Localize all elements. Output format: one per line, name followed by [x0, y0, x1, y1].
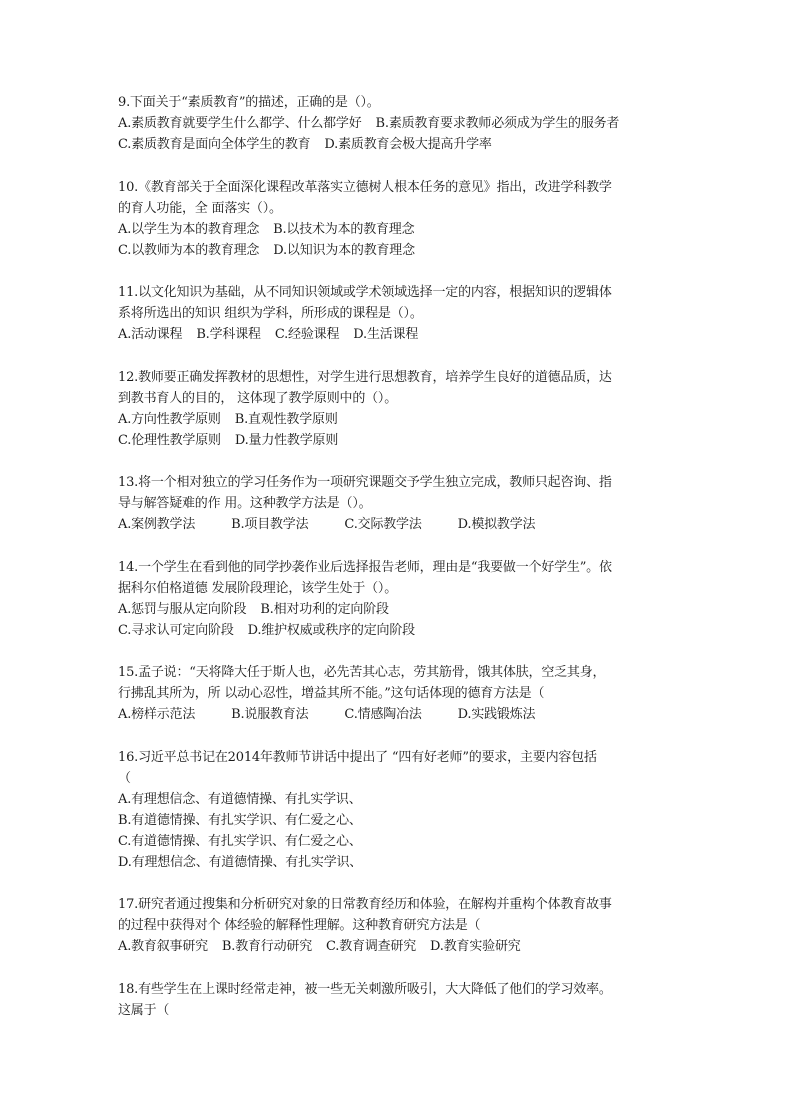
question-18: [118, 979, 678, 1021]
answer-option: B.直观性教学原则: [234, 411, 338, 427]
question-10: [118, 177, 678, 261]
question-stem-line: 13.将一个相对独立的学习任务作为一项研究课题交予学生独立完成，教师只起咨询、指: [118, 475, 612, 490]
exam-page: [118, 92, 678, 1042]
answer-option: D.有理想信念、有道德情操、有扎实学识、: [118, 854, 363, 870]
option-row: [118, 620, 678, 641]
question-stem-line: 11.以文化知识为基础，从不同知识领域或学术领域选择一定的内容，根据知识的逻辑体: [118, 285, 612, 300]
question-stem-line: 18.有些学生在上课时经常走神，被一些无关刺激所吸引，大大降低了他们的学习效率。: [118, 981, 612, 997]
answer-option: D.以知识为本的教育理念: [273, 242, 415, 258]
question-stem-line: 15.孟子说：“天将降大任于斯人也，必先苦其心志，劳其筋骨，饿其体肤，空乏其身，: [118, 665, 606, 680]
answer-option: B.项目教学法: [231, 517, 309, 532]
question-14: [118, 557, 678, 641]
answer-option: D.教育实验研究: [430, 939, 521, 954]
answer-option: C.以教师为本的教育理念: [118, 242, 260, 258]
answer-option: A.案例教学法: [118, 517, 196, 532]
answer-option: B.有道德情操、有扎实学识、有仁爱之心、: [118, 812, 362, 828]
answer-option: C.情感陶冶法: [344, 707, 422, 722]
answer-option: C.素质教育是面向全体学生的教育: [118, 137, 311, 152]
answer-option: A.活动课程: [118, 327, 183, 342]
question-9: [118, 92, 678, 155]
answer-option: C.交际教学法: [344, 517, 422, 532]
answer-option: B.以技术为本的教育理念: [273, 221, 415, 237]
question-stem-line: 的育人功能，全 面落实（）。: [118, 200, 282, 216]
option-row: [118, 936, 678, 957]
answer-option: B.说服教育法: [231, 707, 309, 722]
question-stem-line: 12.教师要正确发挥教材的思想性，对学生进行思想教育，培养学生良好的道德品质，达: [118, 369, 612, 385]
answer-option: A.惩罚与服从定向阶段: [118, 601, 247, 617]
option-row: [118, 134, 678, 155]
option-row: [118, 789, 678, 810]
question-stem-line: 行拂乱其所为，所 以动心忍性，增益其所不能。”这句话体现的德育方法是（: [118, 686, 545, 701]
question-15: [118, 662, 678, 725]
question-stem-line: （: [118, 770, 131, 786]
answer-option: C.教育调查研究: [326, 939, 417, 954]
answer-option: C.有道德情操、有扎实学识、有仁爱之心、: [118, 833, 362, 849]
option-row: [118, 219, 678, 240]
option-row: [118, 831, 678, 852]
question-stem-line: 14.一个学生在看到他的同学抄袭作业后选择报告老师，理由是“我要做一个好学生”。依: [118, 559, 612, 575]
answer-option: B.素质教育要求教师必须成为学生的服务者: [375, 116, 620, 131]
option-row: [118, 514, 678, 535]
answer-option: A.有理想信念、有道德情操、有扎实学识、: [118, 791, 362, 807]
question-stem-line: 16.习近平总书记在2014年教师节讲话中提出了 “四有好老师”的要求，主要内容包括: [118, 749, 597, 765]
option-row: [118, 113, 678, 134]
answer-option: A.教育叙事研究: [118, 939, 208, 954]
answer-option: D.维护权威或秩序的定向阶段: [247, 622, 415, 638]
answer-option: D.生活课程: [353, 327, 419, 342]
option-row: [118, 599, 678, 620]
question-stem-line: 9.下面关于“素质教育”的描述，正确的是（）。: [118, 95, 380, 110]
option-row: [118, 810, 678, 831]
option-row: [118, 430, 678, 451]
question-stem-line: 到教书育人的目的， 这体现了教学原则中的（）。: [118, 390, 398, 406]
answer-option: A.素质教育就要学生什么都学、什么都学好: [118, 116, 362, 131]
option-row: [118, 704, 678, 725]
question-stem-line: 10.《教育部关于全面深化课程改革落实立德树人根本任务的意见》指出，改进学科教学: [118, 179, 612, 195]
question-17: [118, 894, 678, 957]
answer-option: A.榜样示范法: [118, 707, 196, 722]
answer-option: D.素质教育会极大提高升学率: [324, 137, 492, 152]
answer-option: A.以学生为本的教育理念: [118, 221, 260, 237]
answer-option: C.经验课程: [274, 327, 340, 342]
answer-option: C.寻求认可定向阶段: [118, 622, 234, 638]
option-row: [118, 852, 678, 873]
question-16: [118, 747, 678, 873]
option-row: [118, 240, 678, 261]
question-12: [118, 367, 678, 451]
question-stem-line: 据科尔伯格道德 发展阶段理论，该学生处于（）。: [118, 580, 398, 596]
answer-option: B.相对功利的定向阶段: [260, 601, 389, 617]
answer-option: D.实践锻炼法: [457, 707, 536, 722]
question-stem-line: 的过程中获得对个 体经验的解释性理解。这种教育研究方法是（: [118, 918, 481, 933]
option-row: [118, 409, 678, 430]
answer-option: B.学科课程: [196, 327, 261, 342]
answer-option: A.方向性教学原则: [118, 411, 221, 427]
question-13: [118, 472, 678, 535]
question-11: [118, 282, 678, 345]
option-row: [118, 324, 678, 345]
answer-option: D.量力性教学原则: [234, 432, 339, 448]
question-stem-line: 系将所选出的知识 组织为学科，所形成的课程是（）。: [118, 306, 423, 321]
answer-option: D.模拟教学法: [457, 517, 536, 532]
question-stem-line: 17.研究者通过搜集和分析研究对象的日常教育经历和体验，在解构并重构个体教育故事: [118, 897, 612, 912]
question-stem-line: 导与解答疑难的作 用。这种教学方法是（）。: [118, 496, 372, 511]
question-stem-line: 这属于（: [118, 1002, 170, 1018]
answer-option: C.伦理性教学原则: [118, 432, 221, 448]
answer-option: B.教育行动研究: [221, 939, 313, 954]
